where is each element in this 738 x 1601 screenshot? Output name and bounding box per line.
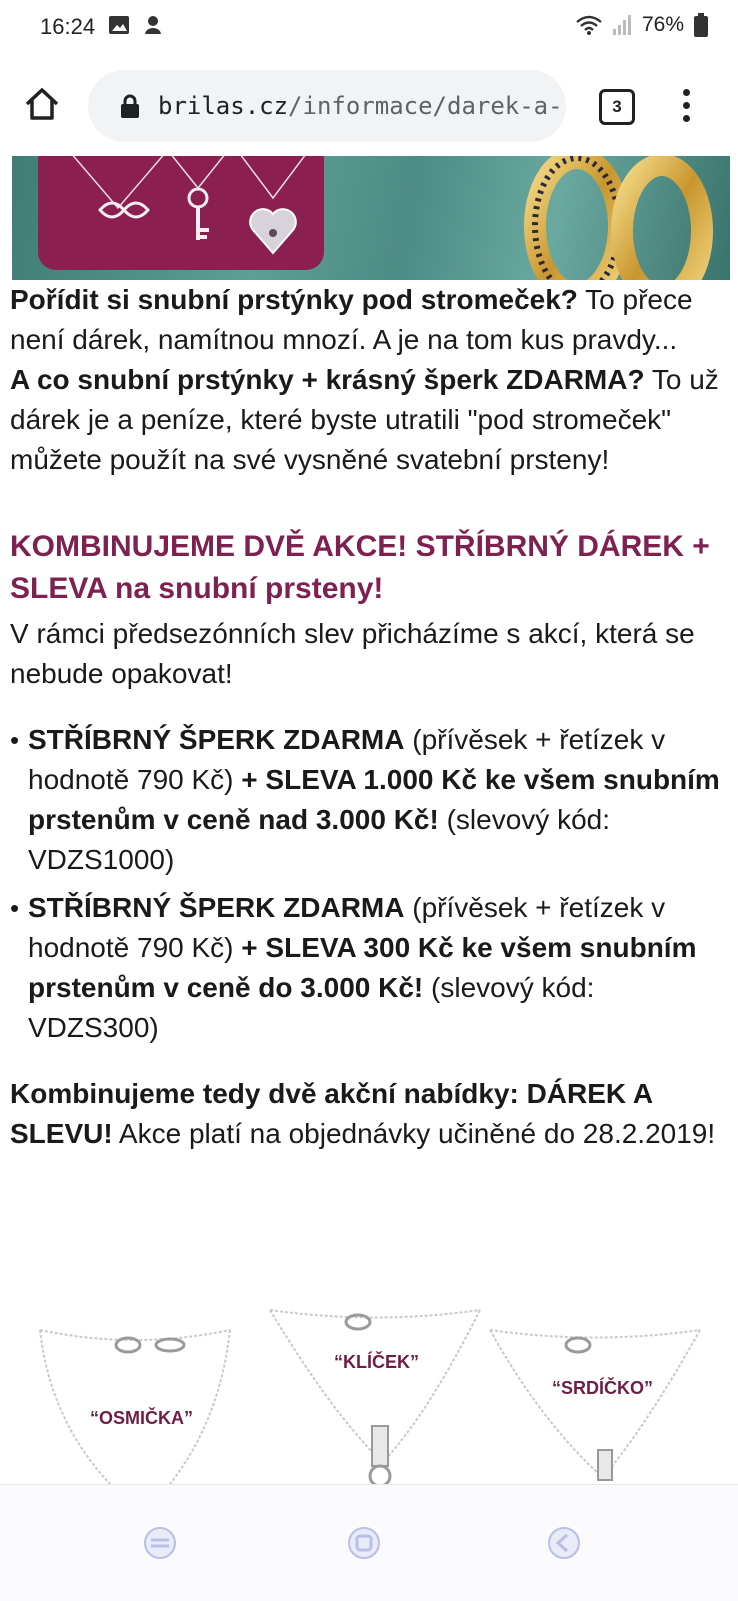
url-text: [158, 92, 563, 120]
status-right-group: [576, 13, 708, 37]
intro-2-text: To už dárek je a peníze, které byste utratili "pod stromeček" můžete použít na své vysněné svatební prsteny!: [10, 364, 719, 475]
necklace-label-klicek: “KLÍČEK”: [334, 1352, 419, 1372]
offer-2-text-a: (přívěsek + řetízek v hodnotě 790 Kč): [28, 892, 666, 963]
battery-percent: 76%: [641, 13, 684, 36]
tab-switcher-button[interactable]: [599, 89, 635, 125]
offer-1-text-b: (slevový kód: VDZS1000): [28, 804, 610, 875]
url-domain: brilas.cz: [158, 92, 289, 120]
battery-icon: [694, 13, 708, 37]
necklace-images: [0, 1300, 738, 1484]
section-heading: KOMBINUJEME DVĚ AKCE! STŘÍBRNÝ DÁREK + SLEVA na snubní prsteny!: [10, 530, 710, 605]
system-navigation-bar: [0, 1484, 738, 1601]
tab-count: 3: [612, 97, 622, 116]
pendants-panel: [38, 156, 324, 270]
closing-bold: Kombinujeme tedy dvě akční nabídky: DÁREK A SLEVU!: [10, 1078, 653, 1149]
list-item: [10, 720, 722, 880]
browser-toolbar: [0, 56, 738, 156]
status-notification-icons: [108, 14, 164, 36]
home-icon[interactable]: [22, 84, 62, 124]
closing-text: Akce platí na objednávky učiněné do 28.2.2019!: [112, 1118, 716, 1149]
necklace-label-srdicko: “SRDÍČKO”: [552, 1378, 654, 1398]
app-notification-icon: [142, 14, 164, 36]
promo-banner-image: [12, 156, 730, 280]
closing-paragraph: [10, 1074, 722, 1154]
offer-1-bold-a: STŘÍBRNÝ ŠPERK ZDARMA: [28, 724, 405, 755]
offer-2-bold-a: STŘÍBRNÝ ŠPERK ZDARMA: [28, 892, 405, 923]
intro-1-bold: Pořídit si snubní prstýnky pod stromeček?: [10, 284, 578, 315]
offer-1-bold-b: + SLEVA 1.000 Kč ke všem snubním prstenům v ceně nad 3.000 Kč!: [28, 764, 720, 835]
signal-icon: [612, 14, 632, 36]
recent-apps-icon[interactable]: [140, 1523, 180, 1563]
section-intro: V rámci předsezónních slev přicházíme s akcí, která se nebude opakovat!: [10, 618, 695, 689]
home-nav-icon[interactable]: [344, 1523, 384, 1563]
image-notification-icon: [108, 14, 130, 36]
back-icon[interactable]: [544, 1523, 584, 1563]
intro-2-bold: A co snubní prstýnky + krásný šperk ZDARMA?: [10, 364, 645, 395]
status-bar: [0, 0, 738, 56]
intro-paragraph-2: [10, 360, 722, 480]
overflow-menu-icon[interactable]: [676, 86, 696, 126]
intro-1-text: To přece není dárek, namítnou mnozí. A je na tom kus pravdy...: [10, 284, 693, 355]
url-path: /informace/darek-a-: [288, 92, 563, 120]
intro-paragraph-1: [10, 280, 722, 360]
status-time: 16:24: [40, 14, 96, 39]
necklace-label-osmicka: “OSMIČKA”: [90, 1408, 193, 1428]
offer-list: [10, 720, 722, 1048]
list-item: [10, 888, 722, 1048]
lock-icon: [120, 94, 140, 118]
address-bar[interactable]: [88, 70, 566, 142]
offer-2-text-b: (slevový kód: VDZS300): [28, 972, 595, 1043]
offer-1-text-a: (přívěsek + řetízek v hodnotě 790 Kč): [28, 724, 666, 795]
article-content: [10, 280, 722, 1154]
wifi-icon: [576, 14, 602, 36]
wedding-rings-illustration: [522, 156, 730, 280]
pendants-illustration: [38, 156, 324, 270]
offer-2-bold-b: + SLEVA 300 Kč ke všem snubním prstenům v ceně do 3.000 Kč!: [28, 932, 697, 1003]
